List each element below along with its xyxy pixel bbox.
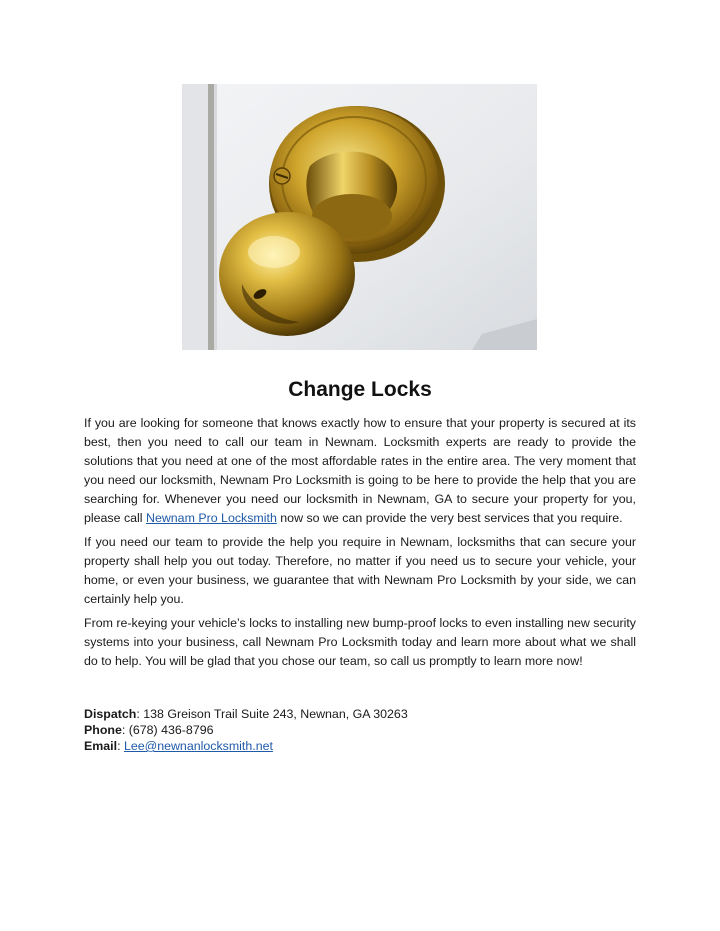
email-label: Email <box>84 739 118 753</box>
newnam-pro-locksmith-link[interactable]: Newnam Pro Locksmith <box>146 511 277 525</box>
services-paragraph: If you need our team to provide the help you require in Newnam, locksmiths that can secure your property shall help you out today. Therefore, no matter if you need us to secure your vehicle, your home, or even your business, we guarantee that with Newnam Pro Locksmith by your side, we can certainly help you. <box>84 535 636 606</box>
email-separator: : <box>117 739 124 753</box>
door-knob-photo <box>182 84 537 350</box>
phone-label: Phone <box>84 723 122 737</box>
intro-text-before-link: If you are looking for someone that knows exactly how to ensure that your property is secured at its best, then you need to call our team in Newnam. Locksmith experts are ready to provide the solutions that you need at one of the most affordable rates in the entire area. The very moment that you need our locksmith, Newnam Pro Locksmith is going to be here to provide the help that you are searching for. Whenever you need our locksmith in Newnam, GA to secure your property for you, please call <box>84 416 636 525</box>
dispatch-line <box>84 706 636 722</box>
brass-door-knob-icon <box>182 84 537 350</box>
intro-text-after-link: now so we can provide the very best services that you require. <box>276 511 623 525</box>
dispatch-address: : 138 Greison Trail Suite 243, Newnan, GA 30263 <box>136 707 408 721</box>
contact-block <box>84 706 636 754</box>
dispatch-label: Dispatch <box>84 707 137 721</box>
phone-line <box>84 722 636 738</box>
email-link[interactable]: Lee@newnanlocksmith.net <box>123 739 273 753</box>
phone-number: : (678) 436-8796 <box>121 723 214 737</box>
intro-paragraph <box>84 414 636 528</box>
email-line <box>84 738 636 754</box>
page-title: Change Locks <box>288 378 432 401</box>
rekeying-paragraph: From re-keying your vehicle’s locks to installing new bump-proof locks to even installing new security systems into your business, call Newnam Pro Locksmith today and learn more about what we shall do to help. You will be glad that you chose our team, so call us promptly to learn more now! <box>84 616 636 668</box>
